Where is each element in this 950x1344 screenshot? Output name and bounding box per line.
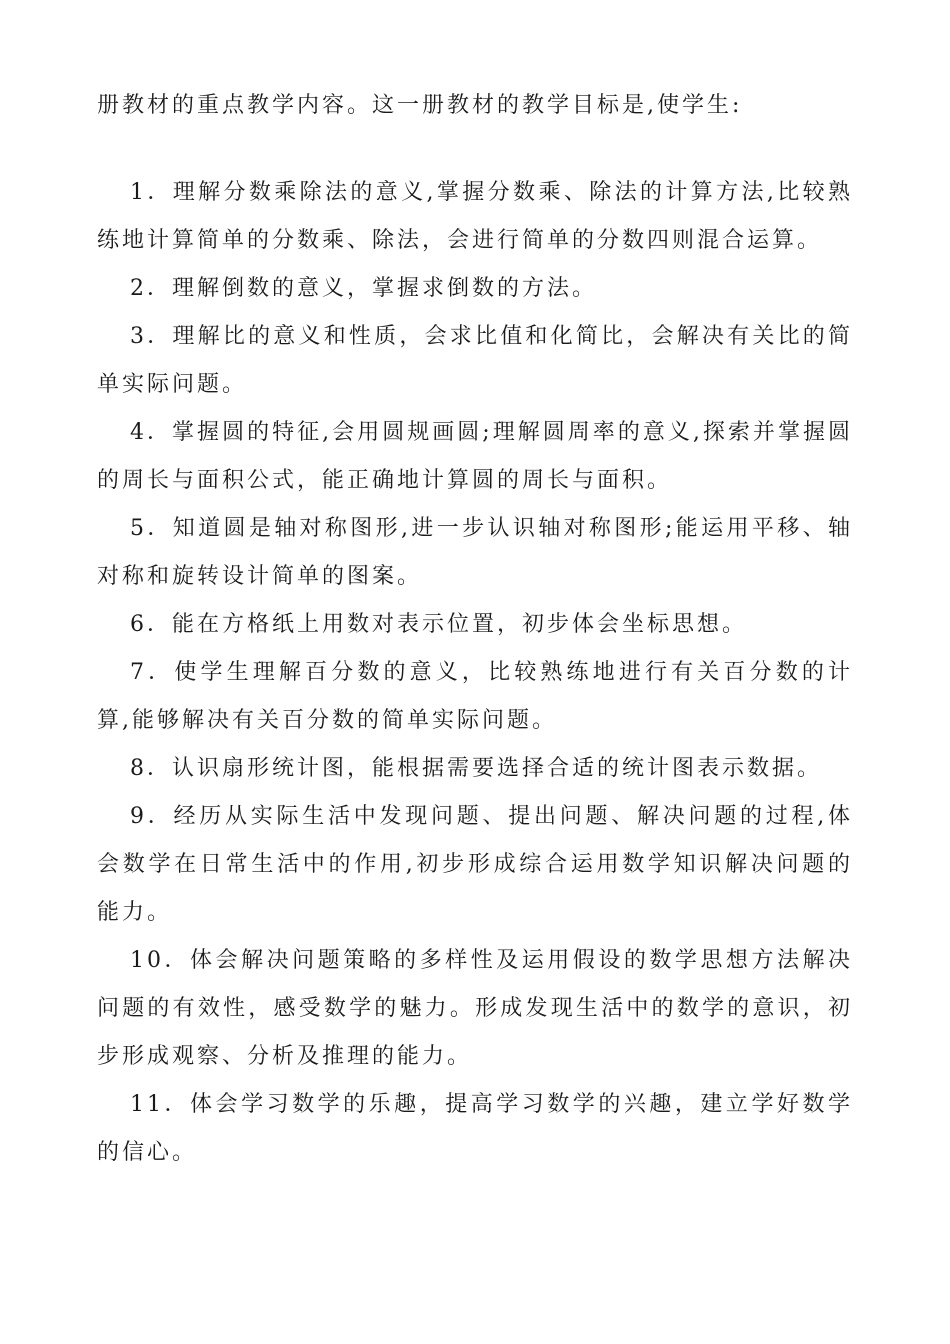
- objective-item-5: 5．知道圆是轴对称图形,进一步认识轴对称图形;能运用平移、轴对称和旋转设计简单的图案。: [97, 516, 853, 589]
- objective-item-2: 2．理解倒数的意义，掌握求倒数的方法。: [130, 276, 597, 301]
- objective-item-7: 7．使学生理解百分数的意义，比较熟练地进行有关百分数的计算,能够解决有关百分数的简单实际问题。: [97, 660, 853, 733]
- objective-item-6: 6．能在方格纸上用数对表示位置，初步体会坐标思想。: [130, 612, 747, 637]
- objective-item-1: 1．理解分数乘除法的意义,掌握分数乘、除法的计算方法,比较熟练地计算简单的分数乘、除法，会进行简单的分数四则混合运算。: [97, 180, 853, 253]
- objective-item-4: 4．掌握圆的特征,会用圆规画圆;理解圆周率的意义,探索并掌握圆的周长与面积公式，能正确地计算圆的周长与面积。: [97, 420, 853, 493]
- objective-item-9: 9．经历从实际生活中发现问题、提出问题、解决问题的过程,体会数学在日常生活中的作用,初步形成综合运用数学知识解决问题的能力。: [97, 804, 853, 925]
- intro-paragraph: 册教材的重点教学内容。这一册教材的教学目标是,使学生:: [97, 93, 743, 118]
- objective-item-3: 3．理解比的意义和性质，会求比值和化简比，会解决有关比的简单实际问题。: [97, 324, 853, 397]
- document-page: [97, 82, 853, 1177]
- objective-item-11: 11．体会学习数学的乐趣，提高学习数学的兴趣，建立学好数学的信心。: [97, 1092, 853, 1165]
- objective-item-8: 8．认识扇形统计图，能根据需要选择合适的统计图表示数据。: [130, 756, 822, 781]
- objective-item-10: 10．体会解决问题策略的多样性及运用假设的数学思想方法解决问题的有效性，感受数学的魅力。形成发现生活中的数学的意识，初步形成观察、分析及推理的能力。: [97, 948, 853, 1069]
